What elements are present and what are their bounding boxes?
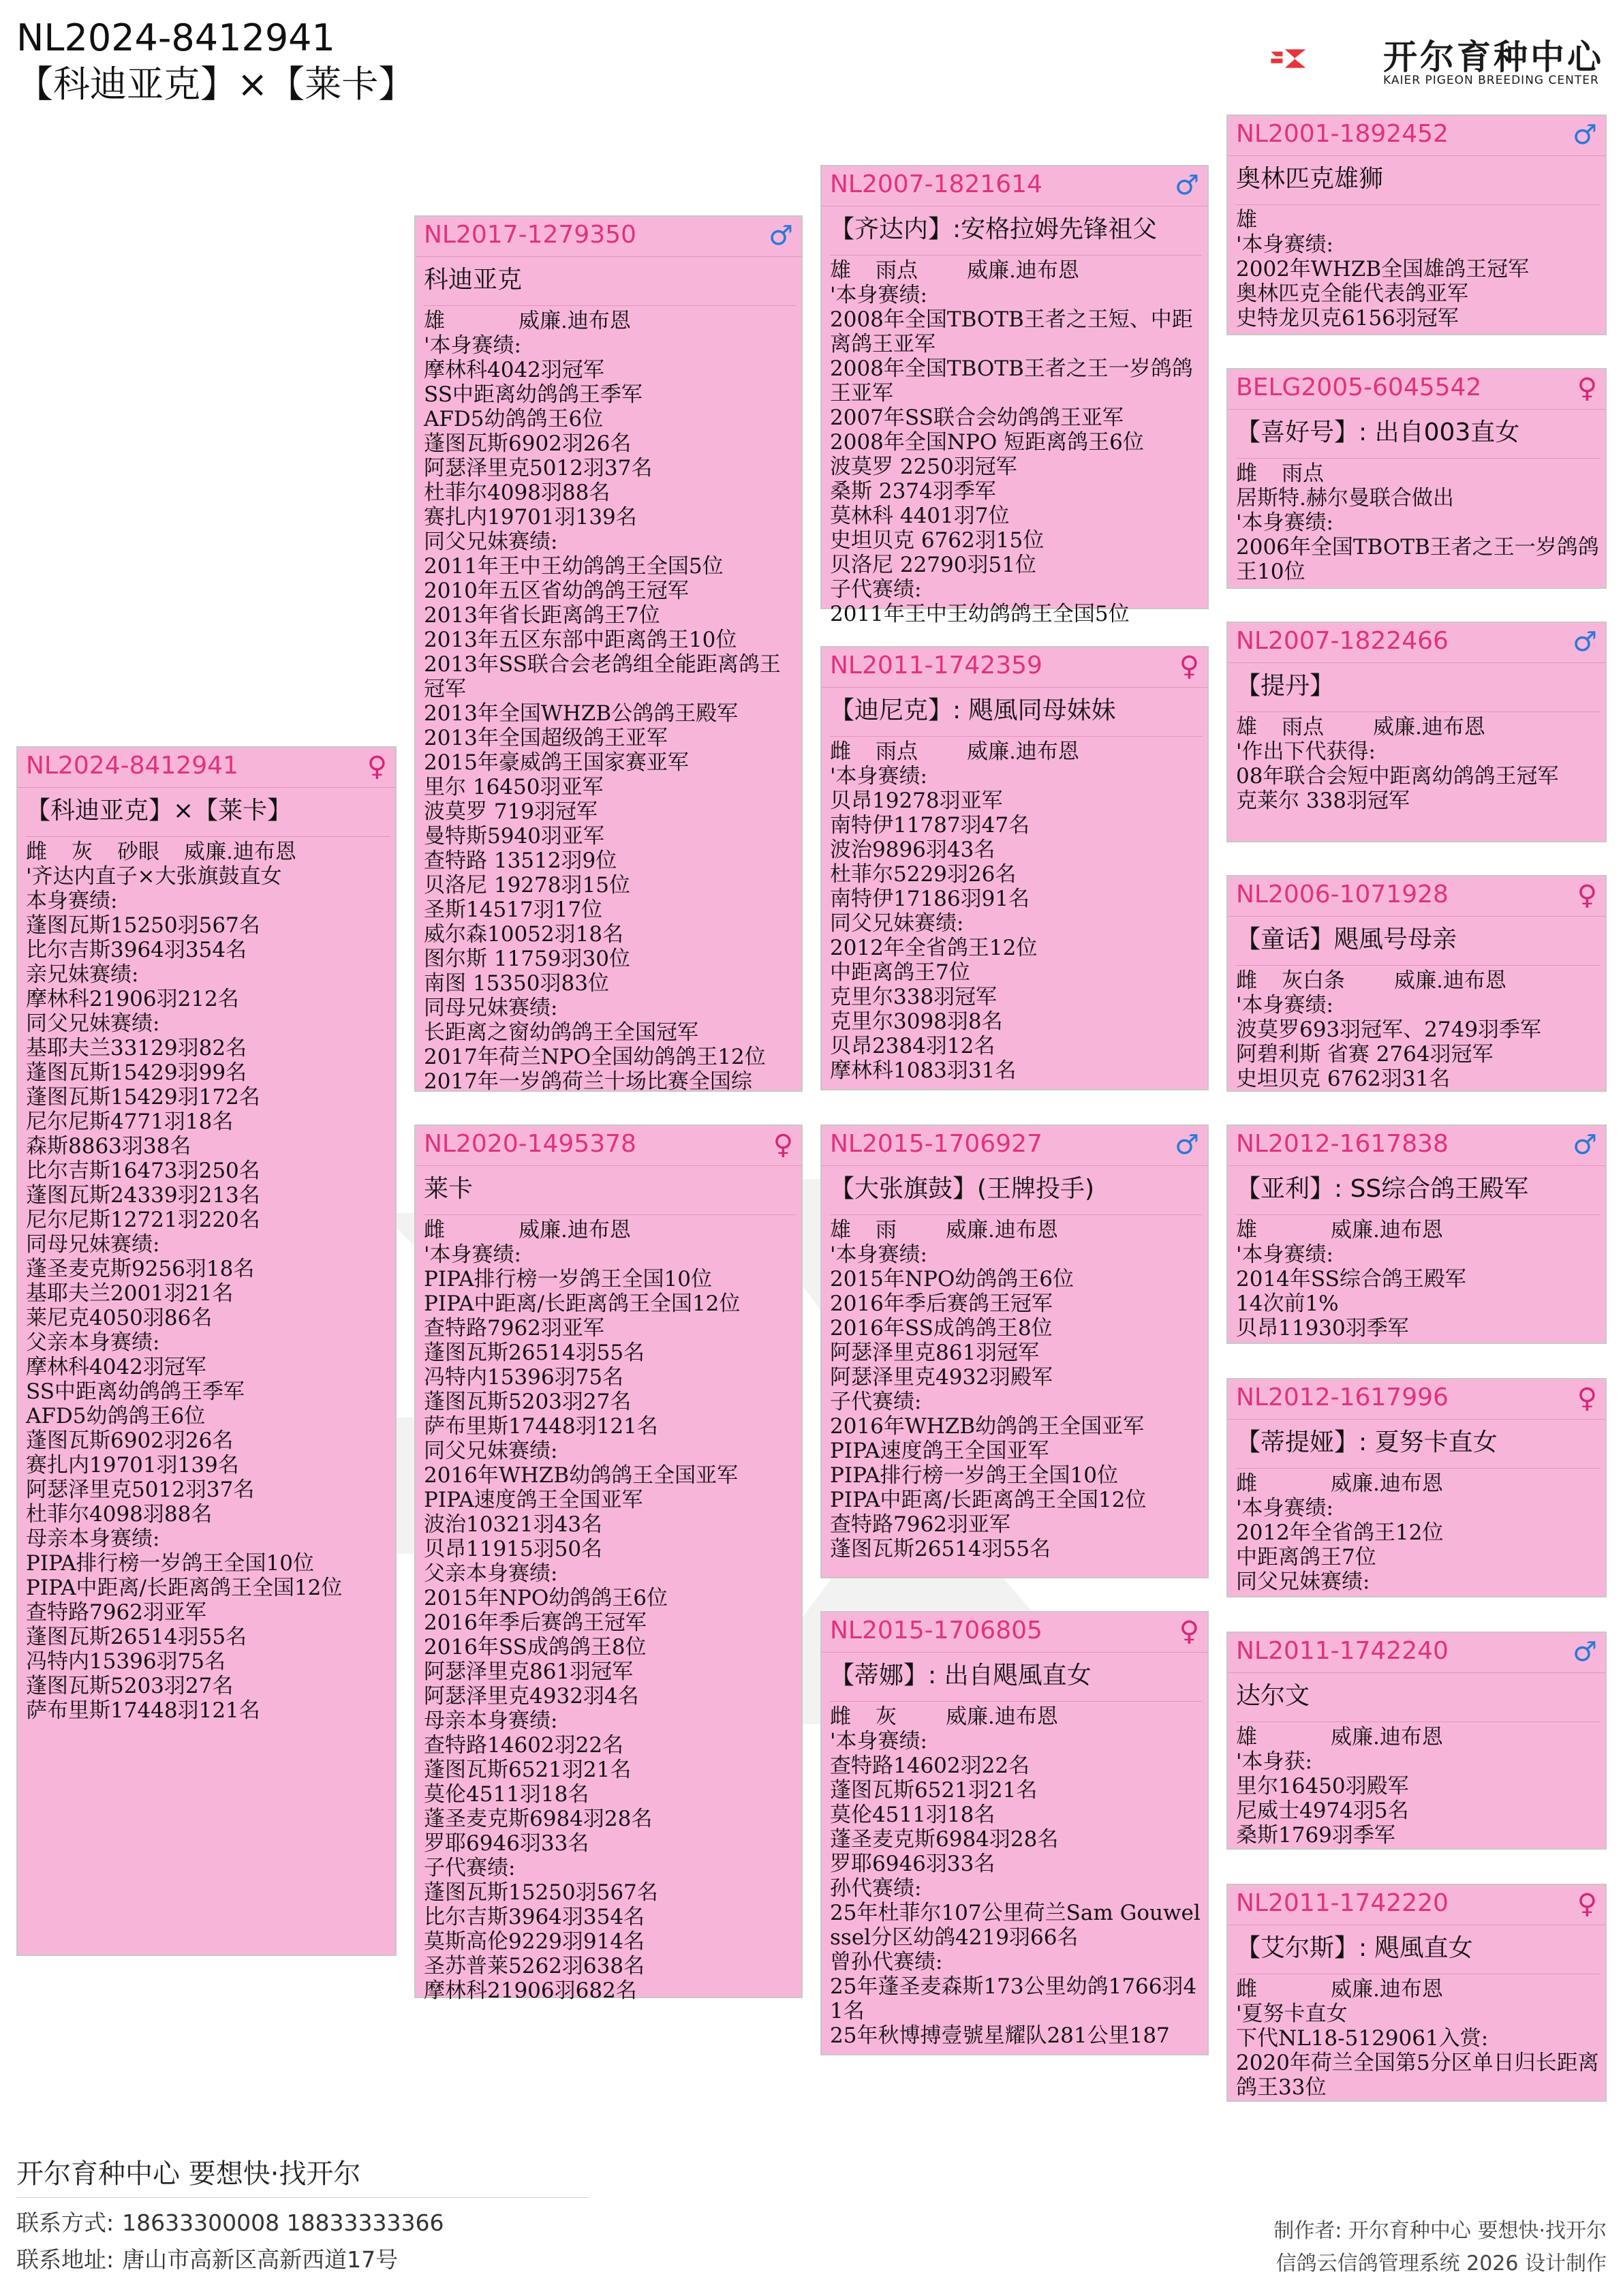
female-icon: ♀ xyxy=(1179,1616,1199,1647)
race-record-line: 蓬图瓦斯6521羽21名 xyxy=(424,1758,632,1782)
race-record-line: 25年秋博搏壹號星耀队281公里187 xyxy=(830,2023,1170,2048)
pigeon-name: 【迪尼克】: 飓風同母妹妹 xyxy=(830,697,1116,724)
pigeon-name: 达尔文 xyxy=(1236,1682,1310,1710)
race-record-line: 查特路14602羽22名 xyxy=(830,1754,1030,1778)
race-record-line: '本身赛绩: xyxy=(1236,1242,1333,1267)
male-icon: ♂ xyxy=(1573,1129,1597,1161)
race-record-line: 2014年SS综合鸽王殿军 xyxy=(1236,1267,1466,1291)
male-icon: ♂ xyxy=(1175,1129,1199,1161)
race-record-line: 2010年五区省幼鸽鸽王冠军 xyxy=(424,579,689,603)
race-record-line: 赛扎内19701羽139名 xyxy=(26,1453,239,1478)
card-body xyxy=(1236,965,1600,1091)
race-record-line: 阿瑟泽里克861羽冠军 xyxy=(424,1659,634,1684)
race-record-line: 2008年全国NPO 短距离鸽王6位 xyxy=(830,430,1144,455)
race-record-list xyxy=(1236,232,1600,331)
race-record-list xyxy=(424,333,796,1094)
race-record-line: 本身赛绩: xyxy=(26,889,118,913)
pigeon-attributes: 雌 威廉.迪布恩 xyxy=(1236,1977,1443,2002)
race-record-line: 2016年SS成鸽鸽王8位 xyxy=(830,1316,1053,1341)
pigeon-name: 【大张旗鼓】(王牌投手) xyxy=(830,1175,1095,1203)
race-record-list xyxy=(1236,1242,1600,1341)
race-record-line: 曾孙代赛绩: xyxy=(830,1950,943,1974)
pigeon-name: 科迪亚克 xyxy=(424,266,523,294)
pigeon-attributes: 雌 威廉.迪布恩 xyxy=(1236,1471,1443,1496)
ring-number: NL2012-1617996 xyxy=(1236,1383,1449,1411)
race-record-line: 波莫罗 2250羽冠军 xyxy=(830,455,1017,479)
female-icon: ♀ xyxy=(1577,1888,1597,1920)
race-record-line: '本身赛绩: xyxy=(830,764,927,789)
card-body xyxy=(830,736,1202,1086)
race-record-line: '本身赛绩: xyxy=(424,333,521,358)
pedigree-card-ssd[interactable] xyxy=(1226,368,1607,589)
race-record-line: 子代赛绩: xyxy=(830,1390,922,1414)
race-record-line: 克里尔3098羽8名 xyxy=(830,1009,1003,1034)
race-record-line: 尼尔尼斯4771羽18名 xyxy=(26,1109,234,1134)
female-icon: ♀ xyxy=(1577,880,1597,911)
race-record-line: 摩林科4042羽冠军 xyxy=(424,358,604,382)
race-record-line: '本身赛绩: xyxy=(424,1242,521,1267)
race-record-line: 2013年全国WHZB公鸽鸽王殿军 xyxy=(424,701,739,726)
race-record-line: 蓬图瓦斯26514羽55名 xyxy=(26,1625,247,1649)
race-record-line: 莱尼克4050羽86名 xyxy=(26,1306,213,1330)
race-record-line: 摩林科4042羽冠军 xyxy=(26,1355,206,1379)
phone-numbers[interactable]: 18633300008 18833333366 xyxy=(122,2209,444,2236)
race-record-line: '齐达内直子×大张旗鼓直女 xyxy=(26,864,282,889)
pigeon-attributes: 雄 xyxy=(1236,208,1257,232)
race-record-line: 波治10321羽43名 xyxy=(424,1512,603,1537)
pigeon-attributes: 雄 威廉.迪布恩 xyxy=(1236,1725,1443,1749)
pigeon-name: 【蒂提娅】: 夏努卡直女 xyxy=(1236,1428,1498,1456)
race-record-line: 2015年NPO幼鸽鸽王6位 xyxy=(830,1267,1075,1291)
race-record-line: PIPA速度鸽王全国亚军 xyxy=(830,1439,1049,1463)
race-record-line: 史坦贝克 6762羽15位 xyxy=(830,528,1045,553)
race-record-list xyxy=(26,864,390,1723)
race-record-line: PIPA中距离/长距离鸽王全国12位 xyxy=(26,1576,343,1600)
race-record-line: 南特伊11787羽47名 xyxy=(830,813,1030,838)
pigeon-name: 莱卡 xyxy=(424,1175,474,1203)
race-record-line: '本身赛绩: xyxy=(1236,510,1333,535)
race-record-line: 蓬图瓦斯26514羽55名 xyxy=(830,1537,1051,1561)
race-record-line: 曼特斯5940羽亚军 xyxy=(424,824,604,848)
race-record-line: 贝洛尼 22790羽51位 xyxy=(830,553,1036,577)
race-record-line: 2016年SS成鸽鸽王8位 xyxy=(424,1635,647,1659)
race-record-line: 克莱尔 338羽冠军 xyxy=(1236,789,1410,813)
ring-number: NL2020-1495378 xyxy=(424,1130,636,1158)
race-record-line: 2008年全国TBOTB王者之王一岁鸽鸽王亚军 xyxy=(830,356,1193,405)
pigeon-name: 【蒂娜】: 出自飓風直女 xyxy=(830,1662,1092,1689)
race-record-line: 南图 15350羽83位 xyxy=(424,971,609,996)
pigeon-attributes: 雄 威廉.迪布恩 xyxy=(424,309,631,333)
race-record-line: 查特路7962羽亚军 xyxy=(26,1600,206,1625)
race-record-line: 父亲本身赛绩: xyxy=(26,1330,160,1355)
race-record-line: 居斯特.赫尔曼联合做出 xyxy=(1236,486,1454,510)
race-record-line: 尼威士4974羽5名 xyxy=(1236,1798,1409,1823)
race-record-line: 蓬圣麦克斯9256羽18名 xyxy=(26,1257,255,1281)
race-record-list xyxy=(830,1242,1202,1561)
card-body xyxy=(1236,711,1600,838)
race-record-line: SS中距离幼鸽鸽王季军 xyxy=(26,1379,245,1404)
race-record-line: 波莫罗693羽冠军、2749羽季军 xyxy=(1236,1017,1542,1042)
race-record-line: 莫伦4511羽18名 xyxy=(830,1803,995,1827)
footer-title: 开尔育种中心 要想快·找开尔 xyxy=(16,2158,361,2190)
race-record-line: 罗耶6946羽33名 xyxy=(830,1852,995,1876)
card-body xyxy=(1236,458,1600,585)
pigeon-attributes: 雌 灰 威廉.迪布恩 xyxy=(830,1704,1058,1729)
race-record-line: 查特路 13512羽9位 xyxy=(424,848,617,873)
race-record-line: 2016年WHZB幼鸽鸽王全国亚军 xyxy=(830,1414,1145,1439)
male-icon: ♂ xyxy=(1573,626,1597,658)
race-record-line: 奥林匹克全能代表鸽亚军 xyxy=(1236,281,1468,306)
card-body xyxy=(424,305,796,1094)
pedigree-card-ddd[interactable] xyxy=(1226,1884,1607,2102)
race-record-line: 圣苏普莱5262羽638名 xyxy=(424,1954,645,1978)
brand-english: KAIER PIGEON BREEDING CENTER xyxy=(1383,74,1599,87)
race-record-line: 2013年省长距离鸽王7位 xyxy=(424,603,660,628)
race-record-line: 赛扎内19701羽139名 xyxy=(424,505,637,530)
card-body xyxy=(1236,1721,1600,1846)
race-record-line: 2013年SS联合会老鸽组全能距离鸽王冠军 xyxy=(424,652,781,701)
race-record-line: 孙代赛绩: xyxy=(830,1876,922,1901)
race-record-line: 同父兄妹赛绩: xyxy=(1236,1570,1370,1594)
race-record-line: 史坦贝克 6762羽31名 xyxy=(1236,1067,1451,1091)
race-record-line: 同母兄妹赛绩: xyxy=(26,1232,160,1257)
card-body xyxy=(830,1701,1202,2051)
race-record-line: 蓬圣麦克斯6984羽28名 xyxy=(424,1807,653,1831)
race-record-line: 蓬图瓦斯15429羽172名 xyxy=(26,1085,260,1109)
race-record-list xyxy=(1236,1749,1600,1848)
ring-number: NL2011-1742220 xyxy=(1236,1889,1449,1917)
ring-number: BELG2005-6045542 xyxy=(1236,373,1482,401)
ring-number: NL2011-1742359 xyxy=(830,652,1042,679)
pedigree-card-dsd[interactable] xyxy=(1226,1378,1607,1597)
race-record-line: 桑斯 2374羽季军 xyxy=(830,479,996,504)
card-body xyxy=(26,836,390,1952)
pigeon-attributes: 雌 雨点 威廉.迪布恩 xyxy=(830,739,1079,764)
race-record-line: 母亲本身赛绩: xyxy=(424,1709,558,1733)
ring-number: NL2015-1706805 xyxy=(830,1617,1042,1644)
pedigree-card-sds[interactable] xyxy=(1226,622,1607,842)
race-record-line: 蓬图瓦斯15250羽567名 xyxy=(424,1880,658,1905)
female-icon: ♀ xyxy=(773,1129,793,1161)
race-record-line: 贝昂11915羽50名 xyxy=(424,1537,603,1561)
race-record-line: 查特路7962羽亚军 xyxy=(424,1316,604,1341)
race-record-line: 中距离鸽王7位 xyxy=(1236,1545,1376,1570)
race-record-line: 蓬图瓦斯26514羽55名 xyxy=(424,1341,645,1365)
footer-contact: 联系方式: 18633300008 18833333366 xyxy=(16,2209,444,2236)
race-record-line: PIPA排行榜一岁鸽王全国10位 xyxy=(26,1551,314,1576)
pigeon-attributes: 雄 雨 威廉.迪布恩 xyxy=(830,1218,1058,1242)
subject-ring-number: NL2024-8412941 xyxy=(16,16,335,59)
pedigree-card-sire[interactable] xyxy=(414,215,803,1092)
race-record-line: 2011年王中王幼鸽鸽王全国5位 xyxy=(424,554,724,579)
race-record-line: PIPA中距离/长距离鸽王全国12位 xyxy=(830,1488,1147,1512)
card-body xyxy=(1236,1468,1600,1593)
race-record-line: 史特龙贝克6156羽冠军 xyxy=(1236,306,1459,331)
ring-number: NL2007-1822466 xyxy=(1236,627,1449,655)
race-record-line: 阿瑟泽里克861羽冠军 xyxy=(830,1341,1040,1365)
race-record-list xyxy=(1236,739,1600,813)
pigeon-name: 【童话】飓風号母亲 xyxy=(1236,925,1457,953)
race-record-line: 图尔斯 11759羽30位 xyxy=(424,947,630,971)
race-record-line: 杜菲尔5229羽26名 xyxy=(830,862,1017,887)
pigeon-attributes: 雌 雨点 xyxy=(1236,461,1324,486)
race-record-line: 冯特内15396羽75名 xyxy=(424,1365,624,1390)
race-record-line: 2012年全省鸽王12位 xyxy=(1236,1520,1444,1545)
subject-pairing: 【科迪亚克】×【莱卡】 xyxy=(16,63,416,106)
race-record-line: 摩林科21906羽212名 xyxy=(26,987,239,1011)
race-record-line: 蓬图瓦斯6902羽26名 xyxy=(26,1428,234,1453)
pigeon-name: 【亚利】: SS综合鸽王殿军 xyxy=(1236,1175,1529,1203)
race-record-line: 2007年SS联合会幼鸽鸽王亚军 xyxy=(830,405,1124,430)
race-record-line: 阿瑟泽里克4932羽4名 xyxy=(424,1684,639,1709)
pedigree-card-sire-sire[interactable] xyxy=(820,165,1209,626)
male-icon: ♂ xyxy=(1175,170,1199,201)
race-record-line: 2015年豪威鸽王国家赛亚军 xyxy=(424,750,689,775)
footer-divider xyxy=(16,2197,589,2198)
race-record-line: 阿瑟泽里克5012羽37名 xyxy=(424,456,653,480)
race-record-line: 威尔森10052羽18名 xyxy=(424,922,624,947)
race-record-line: 莫林科 4401羽7位 xyxy=(830,504,1010,528)
pigeon-attributes: 雄 雨点 威廉.迪布恩 xyxy=(1236,715,1485,739)
pigeon-name: 【齐达内】:安格拉姆先锋祖父 xyxy=(830,215,1158,243)
race-record-line: 基耶夫兰2001羽21名 xyxy=(26,1281,234,1306)
pedigree-card-dam[interactable] xyxy=(414,1124,803,2003)
footer-maker: 制作者: 开尔育种中心 要想快·找开尔 xyxy=(1273,2219,1607,2243)
female-icon: ♀ xyxy=(367,751,387,782)
race-record-line: 贝昂11930羽季军 xyxy=(1236,1316,1409,1341)
race-record-line: 父亲本身赛绩: xyxy=(424,1561,558,1586)
race-record-line: 蓬圣麦克斯6984羽28名 xyxy=(830,1827,1059,1852)
card-body xyxy=(830,255,1202,626)
race-record-line: AFD5幼鸽鸽王6位 xyxy=(26,1404,206,1428)
pigeon-name: 【喜好号】: 出自003直女 xyxy=(1236,418,1520,446)
race-record-line: 2008年全国TBOTB王者之王短、中距离鸽王亚军 xyxy=(830,307,1193,356)
race-record-line: 杜菲尔4098羽88名 xyxy=(26,1502,213,1527)
race-record-line: 2016年季后赛鸽王冠军 xyxy=(830,1291,1053,1316)
pigeon-attributes: 雌 威廉.迪布恩 xyxy=(424,1218,631,1242)
pigeon-name: 【科迪亚克】×【莱卡】 xyxy=(26,797,292,825)
race-record-line: 里尔16450羽殿军 xyxy=(1236,1774,1409,1798)
race-record-line: 同父兄妹赛绩: xyxy=(424,1439,558,1463)
race-record-line: PIPA中距离/长距离鸽王全国12位 xyxy=(424,1291,741,1316)
race-record-line: '本身赛绩: xyxy=(830,1242,927,1267)
race-record-line: 萨布里斯17448羽121名 xyxy=(424,1414,658,1439)
ring-number: NL2017-1279350 xyxy=(424,221,636,249)
race-record-line: 25年蓬圣麦森斯173公里幼鸽1766羽41名 xyxy=(830,1974,1197,2023)
race-record-line: 母亲本身赛绩: xyxy=(26,1527,160,1551)
brand-name: 开尔育种中心 xyxy=(1383,37,1604,77)
pedigree-card-dds[interactable] xyxy=(1226,1632,1607,1850)
race-record-line: 25年杜菲尔107公里荷兰Sam Gouwelssel分区幼鸽4219羽66名 xyxy=(830,1901,1201,1950)
race-record-line: 14次前1% xyxy=(1236,1291,1339,1316)
race-record-line: 波治9896羽43名 xyxy=(830,838,995,862)
pedigree-card-sss[interactable] xyxy=(1226,114,1607,335)
card-body xyxy=(830,1214,1202,1574)
race-record-line: 圣斯14517羽17位 xyxy=(424,898,603,922)
race-record-line: 桑斯1769羽季军 xyxy=(1236,1823,1395,1848)
race-record-line: 2016年季后赛鸽王冠军 xyxy=(424,1610,647,1635)
race-record-line: '本身赛绩: xyxy=(830,283,927,307)
race-record-line: 08年联合会短中距离幼鸽鸽王冠军 xyxy=(1236,764,1559,789)
race-record-line: 中距离鸽王7位 xyxy=(830,960,970,985)
race-record-line: 2013年五区东部中距离鸽王10位 xyxy=(424,628,737,652)
race-record-line: 2013年全国超级鸽王亚军 xyxy=(424,726,668,750)
race-record-line: 2020年荷兰全国第5分区单日归长距离鸽王33位 xyxy=(1236,2051,1599,2100)
race-record-line: '本身获: xyxy=(1236,1749,1312,1774)
race-record-line: 比尔吉斯3964羽354名 xyxy=(424,1905,645,1929)
race-record-line: 下代NL18-5129061入赏: xyxy=(1236,2026,1489,2051)
race-record-line: '本身赛绩: xyxy=(1236,1496,1333,1520)
pigeon-name: 奥林匹克雄狮 xyxy=(1236,165,1384,193)
ring-number: NL2011-1742240 xyxy=(1236,1637,1449,1665)
ring-number: NL2001-1892452 xyxy=(1236,120,1449,148)
race-record-line: 2016年WHZB幼鸽鸽王全国亚军 xyxy=(424,1463,739,1488)
race-record-line: PIPA排行榜一岁鸽王全国10位 xyxy=(830,1463,1118,1488)
race-record-list xyxy=(1236,486,1600,584)
race-record-line: 长距离之窗幼鸽鸽王全国冠军 xyxy=(424,1020,698,1045)
race-record-line: 贝昂2384羽12名 xyxy=(830,1034,995,1058)
card-body xyxy=(424,1214,796,2003)
race-record-line: PIPA排行榜一岁鸽王全国10位 xyxy=(424,1267,712,1291)
footer-address: 联系地址: 唐山市高新区高新西道17号 xyxy=(16,2246,399,2273)
pedigree-card-subject[interactable] xyxy=(16,746,397,1956)
race-record-line: 2012年全省鸽王12位 xyxy=(830,936,1038,960)
footer-system: 信鸽云信鸽管理系统 2026 设计制作 xyxy=(1276,2252,1607,2276)
race-record-line: 同父兄妹赛绩: xyxy=(26,1011,160,1036)
race-record-line: '本身赛绩: xyxy=(830,1729,927,1754)
race-record-list xyxy=(1236,993,1600,1091)
race-record-line: 子代赛绩: xyxy=(424,1856,516,1880)
race-record-line: 蓬图瓦斯6521羽21名 xyxy=(830,1778,1038,1803)
card-body xyxy=(1236,1974,1600,2098)
race-record-line: 蓬图瓦斯5203羽27名 xyxy=(424,1390,632,1414)
race-record-line: 莫伦4511羽18名 xyxy=(424,1782,589,1807)
race-record-line: 查特路7962羽亚军 xyxy=(830,1512,1010,1537)
race-record-line: 2002年WHZB全国雄鸽王冠军 xyxy=(1236,257,1530,281)
race-record-line: 查特路14602羽22名 xyxy=(424,1733,624,1758)
pigeon-attributes: 雌 灰 砂眼 威廉.迪布恩 xyxy=(26,840,296,864)
race-record-line: 蓬图瓦斯6902羽26名 xyxy=(424,431,632,456)
pedigree-card-sdd[interactable] xyxy=(1226,875,1607,1092)
race-record-line: 杜菲尔4098羽88名 xyxy=(424,480,610,505)
race-record-list xyxy=(424,1242,796,2003)
race-record-line: AFD5幼鸽鸽王6位 xyxy=(424,407,604,431)
pigeon-attributes: 雌 灰白条 威廉.迪布恩 xyxy=(1236,968,1506,993)
race-record-line: 亲兄妹赛绩: xyxy=(26,962,139,987)
race-record-line: 摩林科1083羽31名 xyxy=(830,1058,1017,1083)
male-icon: ♂ xyxy=(769,220,793,251)
race-record-line: 蓬图瓦斯15250羽567名 xyxy=(26,913,260,938)
ring-number: NL2024-8412941 xyxy=(26,752,238,780)
race-record-line: 罗耶6946羽33名 xyxy=(424,1831,589,1856)
race-record-line: 里尔 16450羽亚军 xyxy=(424,775,604,799)
card-body xyxy=(1236,1214,1600,1340)
pedigree-card-dam-sire[interactable] xyxy=(820,1124,1209,1578)
race-record-line: 同父兄妹赛绩: xyxy=(830,911,964,936)
race-record-line: 冯特内15396羽75名 xyxy=(26,1649,226,1674)
pigeon-attributes: 雄 雨点 威廉.迪布恩 xyxy=(830,258,1079,283)
race-record-line: 基耶夫兰33129羽82名 xyxy=(26,1036,247,1060)
race-record-line: 比尔吉斯3964羽354名 xyxy=(26,938,247,962)
race-record-line: '本身赛绩: xyxy=(1236,993,1333,1017)
race-record-line: '作出下代获得: xyxy=(1236,739,1376,764)
race-record-list xyxy=(1236,1496,1600,1594)
race-record-line: 同母兄妹赛绩: xyxy=(424,996,558,1020)
female-icon: ♀ xyxy=(1577,373,1597,404)
race-record-line: '本身赛绩: xyxy=(1236,232,1333,257)
race-record-line: 阿瑟泽里克4932羽殿军 xyxy=(830,1365,1053,1390)
male-icon: ♂ xyxy=(1573,1636,1597,1668)
pedigree-card-dss[interactable] xyxy=(1226,1124,1607,1344)
race-record-line: 贝昂19278羽亚军 xyxy=(830,789,1003,813)
race-record-list xyxy=(830,764,1202,1083)
race-record-line: '夏努卡直女 xyxy=(1236,2002,1348,2026)
race-record-line: 同父兄妹赛绩: xyxy=(424,530,558,554)
race-record-line: SS中距离幼鸽鸽王季军 xyxy=(424,382,643,407)
race-record-line: 森斯8863羽38名 xyxy=(26,1134,191,1159)
race-record-line: 南特伊17186羽91名 xyxy=(830,887,1030,911)
race-record-line: 尼尔尼斯12721羽220名 xyxy=(26,1208,260,1232)
race-record-line: 比尔吉斯16473羽250名 xyxy=(26,1159,260,1183)
race-record-list xyxy=(830,1729,1202,2048)
race-record-line: 2011年王中王幼鸽鸽王全国5位 xyxy=(830,602,1130,626)
race-record-line: PIPA速度鸽王全国亚军 xyxy=(424,1488,643,1512)
ring-number: NL2015-1706927 xyxy=(830,1130,1042,1158)
pigeon-name: 【提丹】 xyxy=(1236,672,1335,700)
race-record-line: 莫斯高伦9229羽914名 xyxy=(424,1929,645,1954)
race-record-line: 蓬图瓦斯15429羽99名 xyxy=(26,1060,247,1085)
female-icon: ♀ xyxy=(1179,651,1199,682)
race-record-line: 蓬图瓦斯24339羽213名 xyxy=(26,1183,260,1208)
race-record-line: 波莫罗 719羽冠军 xyxy=(424,799,598,824)
pedigree-card-sire-dam[interactable] xyxy=(820,646,1209,1090)
race-record-line: 2006年全国TBOTB王者之王一岁鸽鸽王10位 xyxy=(1236,535,1599,584)
race-record-line: 2015年NPO幼鸽鸽王6位 xyxy=(424,1586,668,1610)
race-record-line: 克里尔338羽冠军 xyxy=(830,985,998,1009)
pigeon-attributes: 雄 威廉.迪布恩 xyxy=(1236,1218,1443,1242)
pedigree-header xyxy=(16,15,415,108)
race-record-line: 蓬图瓦斯5203羽27名 xyxy=(26,1674,234,1698)
ring-number: NL2006-1071928 xyxy=(1236,881,1449,908)
race-record-line: 2017年荷兰NPO全国幼鸽鸽王12位 xyxy=(424,1045,766,1069)
race-record-list xyxy=(1236,2002,1600,2100)
race-record-line: 萨布里斯17448羽121名 xyxy=(26,1698,260,1723)
female-icon: ♀ xyxy=(1577,1383,1597,1414)
card-body xyxy=(1236,204,1600,331)
race-record-line: 阿瑟泽里克5012羽37名 xyxy=(26,1478,255,1502)
race-record-line: 2017年一岁鸽荷兰十场比赛全国综 xyxy=(424,1069,752,1094)
ring-number: NL2007-1821614 xyxy=(830,170,1042,198)
kaier-logo xyxy=(1269,25,1385,93)
race-record-line: 阿碧利斯 省赛 2764羽冠军 xyxy=(1236,1042,1494,1067)
ring-number: NL2012-1617838 xyxy=(1236,1130,1449,1158)
race-record-line: 贝洛尼 19278羽15位 xyxy=(424,873,630,898)
race-record-line: 摩林科21906羽682名 xyxy=(424,1978,637,2003)
pigeon-name: 【艾尔斯】: 飓風直女 xyxy=(1236,1934,1473,1962)
pedigree-card-dam-dam[interactable] xyxy=(820,1611,1209,2055)
race-record-line: 子代赛绩: xyxy=(830,577,922,602)
race-record-list xyxy=(830,283,1202,626)
male-icon: ♂ xyxy=(1573,119,1597,151)
